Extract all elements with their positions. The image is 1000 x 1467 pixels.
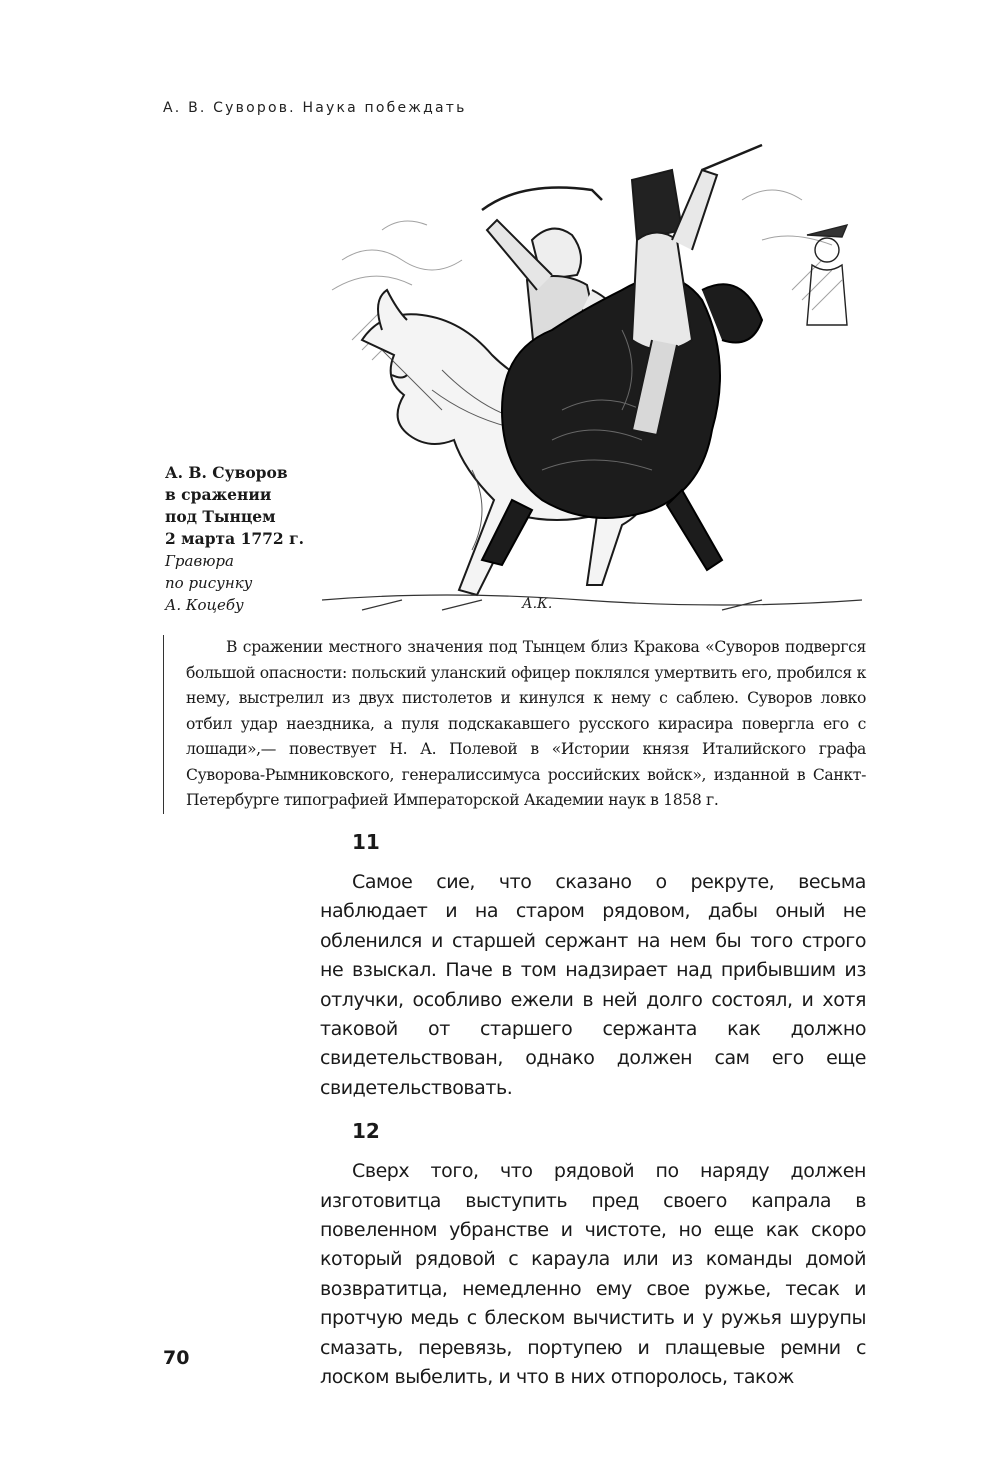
figure-caption xyxy=(165,462,335,616)
section-text-11: Самое сие, что сказано о рекруте, весьма наблюдает и на старом рядовом, дабы оный не обленился и старшей сержант на нем бы того строго не взыскал. Паче в том надзирает над прибывшим из отлучки, особливо ежели в ней долго состоял, и хотя таковой от старшего сержанта как должно свидетельствован, однако должен сам его еще свидетельствовать. xyxy=(320,871,866,1099)
section-text-12: Сверх того, что рядовой по наряду должен изготовитца выступить пред своего капрала в повеленном убранстве и чистоте, но еще как скоро который рядовой с караула или из команды домой возвратитца, немедленно ему свое ружье, тесак и протчую медь с блеском вычистить и у ружья шурупы смазать, перевязь, портупею и плащевые ремни с лоском выбелить, и что в них отпоролось, також xyxy=(320,1160,866,1389)
section-number-12: 12 xyxy=(352,1119,380,1144)
page-number: 70 xyxy=(163,1347,190,1369)
caption-title: А. В. Суворов в сражении под Тынцем 2 марта 1772 г. xyxy=(165,463,305,548)
engraving-illustration xyxy=(322,140,862,620)
running-title: А. В. Суворов. Наука побеждать xyxy=(163,100,467,116)
sidebar-note-text: В сражении местного значения под Тынцем близ Кракова «Суворов подвергся большой опасности: польский уланский офицер поклялся умертвить его, пробился к нему, выстрелил из двух пистолетов и кинулся к нему с саблею. Суворов ловко отбил удар наездника, а пуля подскакавшего русского кирасира повергла его с лошади»,— повествует Н. А. Полевой в «Истории князя Италийского графа Суворова-Рымниковского, генералиссимуса российских войск», изданной в Санкт-Петербурге типографией Императорской Академии наук в 1858 г. xyxy=(186,638,866,809)
section-number-11: 11 xyxy=(352,830,380,854)
main-text xyxy=(320,826,866,1405)
sidebar-note xyxy=(163,635,866,814)
artist-monogram: А.К. xyxy=(522,596,553,612)
caption-subtitle: Гравюра по рисунку А. Коцебу xyxy=(165,552,253,614)
